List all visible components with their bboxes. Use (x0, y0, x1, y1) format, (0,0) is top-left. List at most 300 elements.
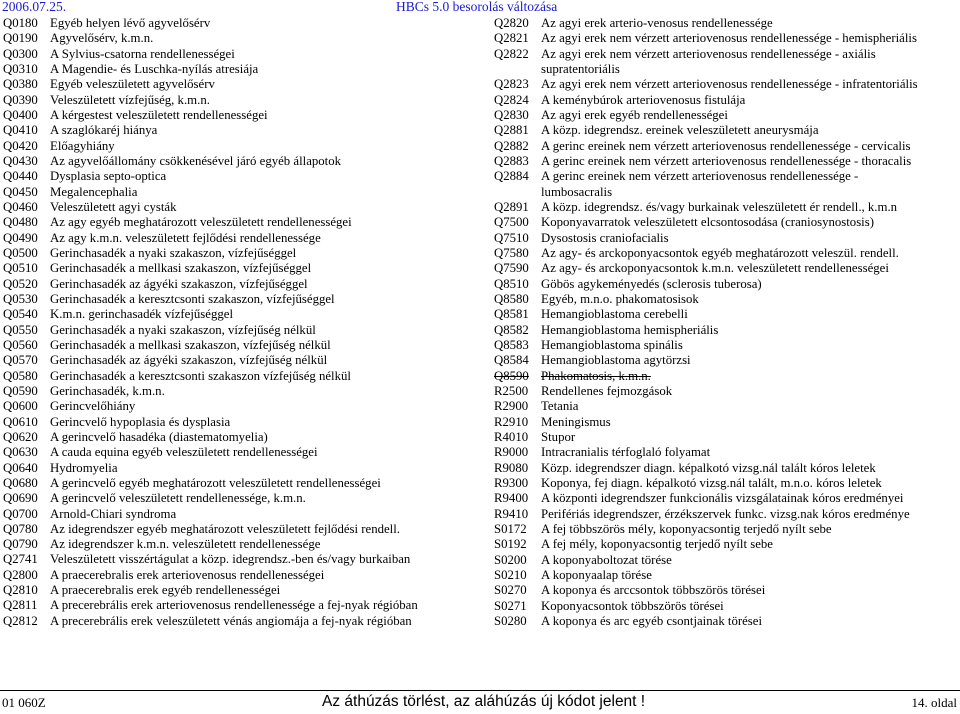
code-description-text: A központi idegrendszer funkcionális vizsgálatainak kóros eredményei (541, 491, 904, 506)
code-row (494, 522, 956, 537)
code-row (494, 614, 956, 629)
code-description (541, 338, 956, 353)
code-row (494, 568, 956, 583)
code-description (50, 93, 473, 108)
code-description-text: Hemangioblastoma agytörzsi (541, 353, 691, 368)
code-description (50, 47, 473, 62)
code-row (494, 139, 956, 154)
code-description-text: A kérgestest veleszületett rendellenességei (50, 107, 268, 122)
code-row (3, 200, 473, 215)
code-description (541, 215, 956, 230)
code-description (50, 123, 473, 138)
code-description-text: Az agyi erek arterio-venosus rendellenessége (541, 16, 773, 30)
code-description-text: Intracranialis térfoglaló folyamat (541, 445, 711, 460)
code-description-text: Egyéb helyen lévő agyvelősérv (50, 16, 211, 30)
code-id: Q0420 (3, 138, 38, 153)
code-description (541, 139, 956, 154)
code-description-text: Egyéb, m.n.o. phakomatosisok (541, 291, 699, 306)
code-row (494, 553, 956, 568)
code-id: Q0410 (3, 123, 38, 138)
code-description-text: Az agyi erek nem vérzett arteriovenosus rendellenessége - axiális (541, 46, 876, 61)
code-description (50, 568, 473, 583)
code-description-continuation: supratentoriális (541, 62, 620, 76)
code-description (50, 461, 473, 476)
code-id: R9000 (494, 445, 529, 460)
code-description-text: A gerincvelő egyéb meghatározott veleszületett rendellenességei (50, 475, 381, 490)
code-description (541, 292, 956, 307)
code-description (50, 476, 473, 491)
code-id: Q0450 (3, 184, 38, 199)
code-row (3, 399, 473, 414)
code-row (494, 430, 956, 445)
code-row (494, 246, 956, 261)
code-description (541, 307, 956, 322)
code-description-text: Gerinchasadék a keresztcsonti szakaszon, vízfejűséggel (50, 291, 335, 306)
code-description (50, 108, 473, 123)
code-id: Q0600 (3, 399, 38, 414)
code-description (50, 277, 473, 292)
code-id: Q0700 (3, 506, 38, 521)
code-id: Q8580 (494, 291, 529, 306)
code-id: Q0610 (3, 414, 38, 429)
code-description (541, 583, 956, 598)
code-description (50, 445, 473, 460)
code-description-text: Agyvelősérv, k.m.n. (50, 31, 154, 46)
code-row (3, 522, 473, 537)
code-description-text: Perifériás idegrendszer, érzékszervek funkc. vizsg.nak kóros eredménye (541, 506, 910, 521)
code-description (541, 16, 956, 31)
code-id: Q7510 (494, 230, 529, 245)
code-row (3, 445, 473, 460)
code-description (541, 461, 956, 476)
code-id: Q0460 (3, 199, 38, 214)
code-description-text: Gerincvelő hypoplasia és dysplasia (50, 414, 231, 429)
code-description-text: Az agy egyéb meghatározott veleszületett rendellenességei (50, 215, 352, 230)
code-description-text: A gerinc ereinek nem vérzett arteriovenosus rendellenessége - (541, 169, 859, 184)
code-row (494, 123, 956, 138)
code-description (541, 108, 956, 123)
code-description (541, 31, 956, 46)
code-description-text: A gerincvelő veleszületett rendellenessége, k.m.n. (50, 491, 306, 506)
code-description (50, 552, 473, 567)
code-description (541, 169, 956, 200)
code-description-text: A közp. idegrendsz. és/vagy burkainak veleszületett ér rendell., k.m.n (541, 199, 898, 214)
page-header (0, 0, 960, 16)
code-id: Q0580 (3, 368, 38, 383)
code-description-text: Gerinchasadék a mellkasi szakaszon, vízfejűség nélkül (50, 337, 331, 352)
code-id: R9300 (494, 475, 529, 490)
code-description-text: Dysplasia septo-optica (50, 169, 167, 184)
code-description-text: Gerinchasadék a nyaki szakaszon, vízfejűség nélkül (50, 322, 316, 337)
code-row (494, 169, 956, 200)
code-description-text: A szaglókaréj hiánya (50, 123, 158, 138)
code-row (3, 307, 473, 322)
code-row (3, 614, 473, 629)
code-id: S0200 (494, 552, 527, 567)
code-description-text: Veleszületett agyi cysták (50, 199, 177, 214)
code-description-text: Az idegrendszer egyéb meghatározott veleszületett fejlődési rendell. (50, 521, 400, 536)
code-description (50, 369, 473, 384)
code-id: Q8510 (494, 276, 529, 291)
code-id: S0271 (494, 598, 527, 613)
code-id: Q0520 (3, 276, 38, 291)
header-title: HBCs 5.0 besorolás változása (396, 0, 558, 14)
code-description-text: Meningismus (541, 414, 611, 429)
code-row (3, 93, 473, 108)
code-id: Q2884 (494, 169, 529, 184)
code-id: R2910 (494, 414, 529, 429)
code-description (541, 476, 956, 491)
footer-page-number: 14. oldal (911, 695, 957, 710)
code-id: Q2800 (3, 567, 38, 582)
code-id: Q2883 (494, 153, 529, 168)
code-description-text: Rendellenes fejmozgások (541, 383, 673, 398)
code-id: R9400 (494, 491, 529, 506)
code-id: Q8584 (494, 353, 529, 368)
code-description-text: A koponya és arc egyéb csontjainak törései (541, 613, 763, 628)
code-description-text: Gerinchasadék a nyaki szakaszon, vízfejűséggel (50, 245, 297, 260)
code-id: Q8583 (494, 337, 529, 352)
code-description-text: Gerinchasadék, k.m.n. (50, 383, 165, 398)
code-description-text: Tetania (541, 399, 579, 414)
code-description-text: K.m.n. gerinchasadék vízfejűséggel (50, 307, 233, 322)
code-description-text: Az agyvelőállomány csökkenésével járó egyéb állapotok (50, 153, 342, 168)
code-id: Q0490 (3, 230, 38, 245)
code-id: Q0640 (3, 460, 38, 475)
code-id: Q0180 (3, 16, 38, 30)
code-row (494, 537, 956, 552)
code-id: Q2821 (494, 31, 529, 46)
footer-legend-note: Az áthúzás törlést, az aláhúzás új kódot jelent ! (322, 693, 646, 710)
code-row (3, 139, 473, 154)
code-row (494, 31, 956, 46)
code-row (494, 384, 956, 399)
code-description (50, 261, 473, 276)
code-id: Q2891 (494, 199, 529, 214)
code-row (3, 369, 473, 384)
code-row (3, 537, 473, 552)
code-description (50, 430, 473, 445)
code-id: Q0190 (3, 31, 38, 46)
code-description (50, 353, 473, 368)
code-description (50, 614, 473, 629)
code-row (3, 491, 473, 506)
left-code-list (3, 16, 473, 629)
code-description (541, 430, 956, 445)
code-id: Q7590 (494, 261, 529, 276)
code-description (541, 537, 956, 552)
code-id: Q0390 (3, 92, 38, 107)
code-description-text: A gerinc ereinek nem vérzett arteriovenosus rendellenessége - thoracalis (541, 153, 912, 168)
code-row (3, 338, 473, 353)
code-description (50, 231, 473, 246)
code-id: Q0440 (3, 169, 38, 184)
code-id: Q0590 (3, 383, 38, 398)
code-description (50, 399, 473, 414)
code-description (50, 384, 473, 399)
code-description-text: Koponyavarratok veleszületett elcsontosodása (craniosynostosis) (541, 215, 874, 230)
code-row (3, 154, 473, 169)
code-description-text: Arnold-Chiari syndroma (50, 506, 177, 521)
code-id: Q7580 (494, 245, 529, 260)
code-description-text: Veleszületett visszértágulat a közp. idegrendsz.-ben és/vagy burkaiban (50, 552, 411, 567)
code-id: Q0790 (3, 537, 38, 552)
code-row (494, 200, 956, 215)
code-description (541, 323, 956, 338)
code-id: S0192 (494, 537, 527, 552)
code-id: Q0540 (3, 307, 38, 322)
code-row (3, 568, 473, 583)
code-description (50, 583, 473, 598)
code-row (3, 507, 473, 522)
code-row (3, 476, 473, 491)
code-row (494, 369, 956, 384)
code-id: Q0380 (3, 77, 38, 92)
code-row (494, 338, 956, 353)
code-description-text: Hemangioblastoma hemispheriális (541, 322, 719, 337)
footer-divider (0, 690, 960, 691)
code-description-text: Az agy- és arckoponyacsontok egyéb meghatározott veleszül. rendell. (541, 245, 899, 260)
code-id: R2900 (494, 399, 529, 414)
code-id: Q2811 (3, 598, 38, 613)
code-description-text: A Sylvius-csatorna rendellenességei (50, 46, 235, 61)
code-row (494, 93, 956, 108)
code-description-text: A fej többszörös mély, koponyacsontig terjedő nyílt sebe (541, 521, 832, 536)
code-id: R4010 (494, 429, 529, 444)
code-row (494, 277, 956, 292)
code-id: R9410 (494, 506, 529, 521)
code-description-text: A Magendie- és Luschka-nyílás atresiája (50, 61, 259, 76)
code-description (541, 93, 956, 108)
code-description (50, 139, 473, 154)
code-id: Q0680 (3, 475, 38, 490)
code-description-text: Az agy- és arckoponyacsontok k.m.n. veleszületett rendellenességei (541, 261, 889, 276)
code-description-text: A precerebrális erek veleszületett vénás angiomája a fej-nyak régióban (50, 613, 412, 628)
code-description (541, 553, 956, 568)
code-id: R2500 (494, 383, 529, 398)
code-description (50, 215, 473, 230)
code-id: Q0500 (3, 245, 38, 260)
code-description (541, 277, 956, 292)
code-id: Q0400 (3, 107, 38, 122)
code-row (494, 154, 956, 169)
code-description-text: A praecerebralis erek egyéb rendellenességei (50, 583, 281, 598)
code-description (50, 292, 473, 307)
code-row (3, 277, 473, 292)
code-row (494, 292, 956, 307)
code-description (50, 200, 473, 215)
code-description (541, 399, 956, 414)
code-description (541, 77, 956, 92)
code-description (541, 123, 956, 138)
code-description-text: Egyéb veleszületett agyvelősérv (50, 77, 215, 92)
code-id: Q8582 (494, 322, 529, 337)
code-description (50, 522, 473, 537)
code-id: R9080 (494, 460, 529, 475)
code-description (541, 369, 956, 384)
code-row (3, 169, 473, 184)
code-description (50, 307, 473, 322)
code-description-text: A gerincvelő hasadéka (diastematomyelia) (50, 429, 268, 444)
code-row (3, 430, 473, 445)
code-row (3, 384, 473, 399)
code-description-text: A fej mély, koponyacsontig terjedő nyílt sebe (541, 537, 773, 552)
code-description (50, 338, 473, 353)
header-date: 2006.07.25. (2, 0, 67, 14)
code-row (3, 31, 473, 46)
code-description (541, 507, 956, 522)
code-row (494, 231, 956, 246)
code-row (3, 16, 473, 31)
code-row (494, 47, 956, 78)
code-id: Q0560 (3, 337, 38, 352)
code-description-text: A koponyaalap törése (541, 567, 652, 582)
code-id: S0270 (494, 583, 527, 598)
code-description-text: Az idegrendszer k.m.n. veleszületett rendellenessége (50, 537, 321, 552)
code-description-text: Stupor (541, 429, 576, 444)
code-id: Q0550 (3, 322, 38, 337)
code-description-text: Koponyacsontok többszörös törései (541, 598, 724, 613)
code-id: Q2741 (3, 552, 38, 567)
code-row (3, 353, 473, 368)
code-description (541, 491, 956, 506)
code-description-text: Göbös agykeményedés (sclerosis tuberosa) (541, 276, 762, 291)
code-row (3, 185, 473, 200)
code-row (3, 246, 473, 261)
code-description-text: Hemangioblastoma spinális (541, 337, 683, 352)
code-row (3, 108, 473, 123)
code-description (541, 445, 956, 460)
code-description (50, 537, 473, 552)
code-description-text: Gerinchasadék az ágyéki szakaszon, vízfejűséggel (50, 276, 308, 291)
code-description-text: A cauda equina egyéb veleszületett rendellenességei (50, 445, 318, 460)
code-id: Q7500 (494, 215, 529, 230)
code-row (494, 16, 956, 31)
code-description-text: Gerincvelőhiány (50, 399, 136, 414)
code-id: Q2823 (494, 77, 529, 92)
code-description (541, 568, 956, 583)
code-row (3, 415, 473, 430)
code-row (494, 415, 956, 430)
code-description (541, 384, 956, 399)
code-row (3, 552, 473, 567)
code-id: Q0310 (3, 61, 38, 76)
code-description (50, 491, 473, 506)
code-description (541, 522, 956, 537)
code-description (50, 16, 473, 31)
code-row (3, 461, 473, 476)
code-description (541, 154, 956, 169)
code-row (494, 476, 956, 491)
code-id: Q0780 (3, 521, 38, 536)
code-row (494, 108, 956, 123)
code-row (494, 583, 956, 598)
code-id: Q0430 (3, 153, 38, 168)
code-row (494, 445, 956, 460)
code-description (541, 47, 956, 78)
code-row (3, 47, 473, 62)
code-row (494, 323, 956, 338)
code-id: Q2830 (494, 107, 529, 122)
code-row (494, 307, 956, 322)
code-row (3, 215, 473, 230)
code-description (541, 246, 956, 261)
code-description (50, 154, 473, 169)
code-row (494, 77, 956, 92)
code-description (541, 261, 956, 276)
code-description (541, 231, 956, 246)
code-id: Q2824 (494, 92, 529, 107)
code-row (3, 598, 473, 613)
code-id: Q2820 (494, 16, 529, 30)
code-id: Q0300 (3, 46, 38, 61)
code-description (541, 200, 956, 215)
code-id: Q2810 (3, 583, 38, 598)
code-id: Q0510 (3, 261, 38, 276)
code-description (541, 599, 956, 614)
code-description (541, 353, 956, 368)
code-description (541, 415, 956, 430)
code-id: Q0690 (3, 491, 38, 506)
code-description-text: Koponya, fej diagn. képalkotó vizsg.nál talált, m.n.o. kóros leletek (541, 475, 882, 490)
code-row (494, 215, 956, 230)
code-id: Q0620 (3, 429, 38, 444)
code-description-text: Megalencephalia (50, 184, 138, 199)
code-description-text: A keménybúrok arteriovenosus fistulája (541, 92, 746, 107)
code-row (494, 399, 956, 414)
code-row (3, 323, 473, 338)
code-description-text: A koponyaboltozat törése (541, 552, 672, 567)
code-description-continuation: lumbosacralis (541, 184, 613, 199)
code-description-text: Az agy k.m.n. veleszületett fejlődési rendellenessége (50, 230, 321, 245)
code-description (50, 169, 473, 184)
code-row (494, 461, 956, 476)
code-description-text: Gerinchasadék a keresztcsonti szakaszon vízfejűség nélkül (50, 368, 351, 383)
code-description-text: A koponya és arccsontok többszörös törései (541, 583, 766, 598)
code-id: Q0530 (3, 291, 38, 306)
code-id: S0280 (494, 613, 527, 628)
code-id: Q8590 (494, 368, 529, 383)
code-description (50, 31, 473, 46)
code-id: Q0630 (3, 445, 38, 460)
right-code-list (494, 16, 956, 629)
code-id: Q2882 (494, 138, 529, 153)
code-description (541, 614, 956, 629)
page-footer (0, 695, 960, 713)
code-row (494, 261, 956, 276)
code-row (494, 507, 956, 522)
code-description-text: A gerinc ereinek nem vérzett arteriovenosus rendellenessége - cervicalis (541, 138, 911, 153)
code-id: Q2822 (494, 46, 529, 61)
code-row (3, 231, 473, 246)
code-description-text: Előagyhiány (50, 138, 115, 153)
code-row (3, 261, 473, 276)
code-description-text: Gerinchasadék az ágyéki szakaszon, vízfejűség nélkül (50, 353, 328, 368)
code-description-text: Veleszületett vízfejűség, k.m.n. (50, 92, 210, 107)
code-description-text: Phakomatosis, k.m.n. (541, 368, 651, 383)
code-id: Q0570 (3, 353, 38, 368)
code-id: S0172 (494, 521, 527, 536)
code-id: Q2812 (3, 613, 38, 628)
code-id: Q2881 (494, 123, 529, 138)
code-row (3, 62, 473, 77)
code-row (494, 353, 956, 368)
code-description-text: Gerinchasadék a mellkasi szakaszon, vízfejűséggel (50, 261, 312, 276)
code-id: S0210 (494, 567, 527, 582)
code-description-text: Közp. idegrendszer diagn. képalkotó vizsg.nál talált kóros leletek (541, 460, 876, 475)
code-description (50, 185, 473, 200)
code-row (3, 583, 473, 598)
